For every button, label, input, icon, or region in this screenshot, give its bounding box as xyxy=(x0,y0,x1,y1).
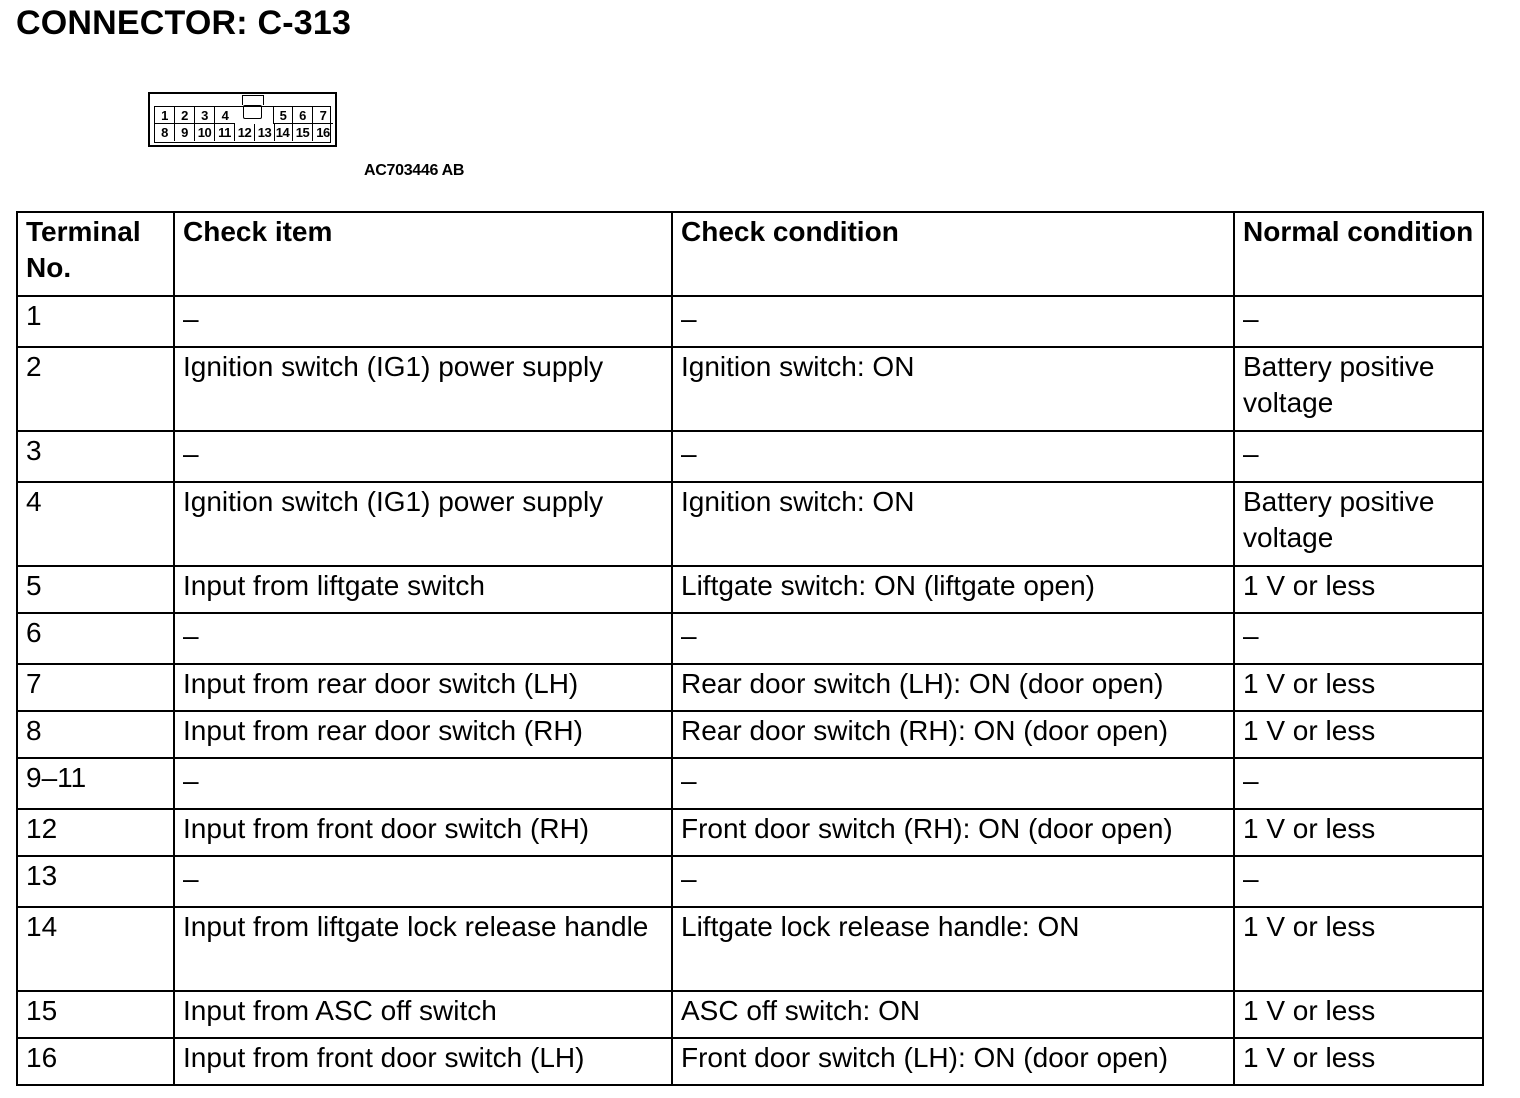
cell-normal-condition-text: 1 V or less xyxy=(1243,1042,1376,1073)
cell-terminal xyxy=(17,566,174,613)
cell-normal-condition xyxy=(1234,991,1483,1038)
connector-key-slot xyxy=(243,105,262,119)
diagram-code: AC703446 AB xyxy=(364,162,465,179)
table-row xyxy=(17,907,1483,991)
cell-check-condition xyxy=(672,347,1234,431)
cell-terminal-text: 7 xyxy=(26,668,42,699)
cell-normal-condition xyxy=(1234,758,1483,809)
table-row xyxy=(17,758,1483,809)
table-row xyxy=(17,1038,1483,1085)
cell-check-condition-text: Ignition switch: ON xyxy=(681,351,915,382)
cell-check-item-text: – xyxy=(183,438,199,469)
cell-check-item-text: – xyxy=(183,765,199,796)
header-check-condition: Check condition xyxy=(672,212,1234,296)
cell-terminal xyxy=(17,482,174,566)
cell-check-item xyxy=(174,296,672,347)
cell-check-item-text: – xyxy=(183,303,199,334)
cell-check-condition-text: – xyxy=(681,438,697,469)
cell-check-item xyxy=(174,664,672,711)
cell-check-item xyxy=(174,1038,672,1085)
table-row xyxy=(17,296,1483,347)
cell-normal-condition-text: – xyxy=(1243,765,1259,796)
cell-check-item-text: Ignition switch (IG1) power supply xyxy=(183,351,604,382)
cell-check-condition-text: Front door switch (RH): ON (door open) xyxy=(681,813,1173,844)
cell-check-item-text: Input from rear door switch (RH) xyxy=(183,715,583,746)
table-row xyxy=(17,613,1483,664)
table-row xyxy=(17,431,1483,482)
cell-normal-condition xyxy=(1234,431,1483,482)
table-row xyxy=(17,856,1483,907)
cell-check-item xyxy=(174,613,672,664)
cell-normal-condition-text: Battery positive voltage xyxy=(1243,486,1435,553)
cell-terminal-text: 14 xyxy=(26,911,58,942)
cell-check-item xyxy=(174,566,672,613)
table-row xyxy=(17,347,1483,431)
cell-check-condition xyxy=(672,566,1234,613)
connector-pin: 4 xyxy=(215,107,235,124)
connector-pin: 1 xyxy=(155,107,175,124)
cell-terminal xyxy=(17,664,174,711)
page-title: CONNECTOR: C-313 xyxy=(16,4,352,42)
header-terminal-no: Terminal No. xyxy=(17,212,174,296)
table-row xyxy=(17,991,1483,1038)
cell-normal-condition xyxy=(1234,809,1483,856)
table-row xyxy=(17,711,1483,758)
cell-check-condition-text: Liftgate lock release handle: ON xyxy=(681,911,1080,942)
cell-normal-condition-text: 1 V or less xyxy=(1243,995,1376,1026)
connector-pin: 2 xyxy=(175,107,195,124)
cell-terminal xyxy=(17,431,174,482)
connector-pin: 13 xyxy=(255,124,275,141)
cell-terminal-text: 8 xyxy=(26,715,42,746)
cell-terminal-text: 2 xyxy=(26,351,42,382)
cell-terminal-text: 12 xyxy=(26,813,58,844)
cell-terminal xyxy=(17,711,174,758)
cell-check-item-text: Input from rear door switch (LH) xyxy=(183,668,579,699)
cell-check-condition-text: Liftgate switch: ON (liftgate open) xyxy=(681,570,1095,601)
cell-check-item-text: Input from liftgate lock release handle xyxy=(183,911,649,942)
cell-normal-condition xyxy=(1234,1038,1483,1085)
cell-terminal xyxy=(17,758,174,809)
cell-normal-condition-text: 1 V or less xyxy=(1243,911,1376,942)
connector-latch xyxy=(242,95,264,105)
cell-check-item xyxy=(174,431,672,482)
cell-check-item xyxy=(174,991,672,1038)
cell-terminal xyxy=(17,809,174,856)
cell-terminal-text: 3 xyxy=(26,435,42,466)
cell-terminal xyxy=(17,991,174,1038)
cell-check-item xyxy=(174,809,672,856)
connector-pin: 9 xyxy=(175,124,195,141)
connector-pin: 3 xyxy=(195,107,215,124)
header-check-item: Check item xyxy=(174,212,672,296)
cell-normal-condition xyxy=(1234,711,1483,758)
cell-check-condition-text: – xyxy=(681,620,697,651)
cell-check-item xyxy=(174,907,672,991)
cell-terminal xyxy=(17,1038,174,1085)
table-row xyxy=(17,809,1483,856)
cell-normal-condition xyxy=(1234,482,1483,566)
table-row xyxy=(17,482,1483,566)
cell-terminal xyxy=(17,347,174,431)
cell-terminal-text: 9–11 xyxy=(26,762,87,793)
cell-check-condition xyxy=(672,613,1234,664)
table-header-row xyxy=(17,212,1483,296)
connector-pin: 11 xyxy=(215,124,235,141)
cell-terminal-text: 13 xyxy=(26,860,58,891)
cell-terminal-text: 5 xyxy=(26,570,42,601)
cell-check-condition xyxy=(672,758,1234,809)
connector-pin: 15 xyxy=(293,124,313,141)
cell-normal-condition-text: 1 V or less xyxy=(1243,668,1376,699)
cell-check-condition xyxy=(672,907,1234,991)
cell-terminal xyxy=(17,907,174,991)
cell-check-item-text: – xyxy=(183,863,199,894)
cell-normal-condition xyxy=(1234,566,1483,613)
cell-check-condition-text: Rear door switch (LH): ON (door open) xyxy=(681,668,1164,699)
cell-normal-condition xyxy=(1234,664,1483,711)
cell-check-condition-text: Front door switch (LH): ON (door open) xyxy=(681,1042,1169,1073)
cell-check-condition xyxy=(672,296,1234,347)
cell-normal-condition-text: – xyxy=(1243,438,1259,469)
cell-normal-condition-text: – xyxy=(1243,620,1259,651)
cell-check-condition-text: – xyxy=(681,765,697,796)
cell-normal-condition-text: – xyxy=(1243,303,1259,334)
cell-check-item-text: – xyxy=(183,620,199,651)
cell-terminal xyxy=(17,296,174,347)
cell-check-item-text: Input from ASC off switch xyxy=(183,995,497,1026)
cell-check-item-text: Ignition switch (IG1) power supply xyxy=(183,486,604,517)
cell-check-condition xyxy=(672,856,1234,907)
cell-check-item xyxy=(174,711,672,758)
cell-terminal xyxy=(17,613,174,664)
cell-check-condition xyxy=(672,1038,1234,1085)
terminal-check-table xyxy=(16,211,1484,1086)
cell-check-condition-text: ASC off switch: ON xyxy=(681,995,921,1026)
cell-normal-condition-text: – xyxy=(1243,863,1259,894)
cell-terminal-text: 1 xyxy=(26,300,42,331)
cell-check-condition xyxy=(672,809,1234,856)
cell-check-condition-text: – xyxy=(681,863,697,894)
cell-check-item xyxy=(174,856,672,907)
cell-check-condition xyxy=(672,991,1234,1038)
cell-terminal-text: 16 xyxy=(26,1042,58,1073)
cell-check-condition xyxy=(672,711,1234,758)
cell-check-condition xyxy=(672,482,1234,566)
cell-check-item-text: Input from front door switch (RH) xyxy=(183,813,590,844)
cell-terminal-text: 15 xyxy=(26,995,58,1026)
cell-normal-condition xyxy=(1234,856,1483,907)
connector-pin: 6 xyxy=(293,107,313,124)
cell-check-item xyxy=(174,482,672,566)
header-normal-condition: Normal condition xyxy=(1234,212,1483,296)
cell-normal-condition xyxy=(1234,296,1483,347)
cell-check-item-text: Input from front door switch (LH) xyxy=(183,1042,585,1073)
cell-normal-condition xyxy=(1234,907,1483,991)
cell-check-condition-text: Ignition switch: ON xyxy=(681,486,915,517)
connector-pin: 10 xyxy=(195,124,215,141)
connector-pin: 7 xyxy=(313,107,333,124)
table-row xyxy=(17,664,1483,711)
connector-pin: 16 xyxy=(316,125,330,140)
cell-normal-condition-text: Battery positive voltage xyxy=(1243,351,1435,418)
cell-normal-condition-text: 1 V or less xyxy=(1243,570,1376,601)
cell-check-condition xyxy=(672,664,1234,711)
connector-pin: 12 xyxy=(235,124,255,141)
cell-normal-condition xyxy=(1234,347,1483,431)
table-row xyxy=(17,566,1483,613)
cell-check-item xyxy=(174,347,672,431)
cell-terminal xyxy=(17,856,174,907)
cell-check-item-text: Input from liftgate switch xyxy=(183,570,485,601)
cell-normal-condition-text: 1 V or less xyxy=(1243,813,1376,844)
cell-check-condition xyxy=(672,431,1234,482)
connector-pin: 5 xyxy=(273,107,293,124)
connector-pin: 8 xyxy=(155,124,175,141)
cell-normal-condition-text: 1 V or less xyxy=(1243,715,1376,746)
cell-check-condition-text: Rear door switch (RH): ON (door open) xyxy=(681,715,1169,746)
cell-terminal-text: 6 xyxy=(26,617,42,648)
cell-terminal-text: 4 xyxy=(26,486,42,517)
connector-pin: 14 xyxy=(273,124,293,141)
cell-normal-condition xyxy=(1234,613,1483,664)
cell-check-condition-text: – xyxy=(681,303,697,334)
cell-check-item xyxy=(174,758,672,809)
